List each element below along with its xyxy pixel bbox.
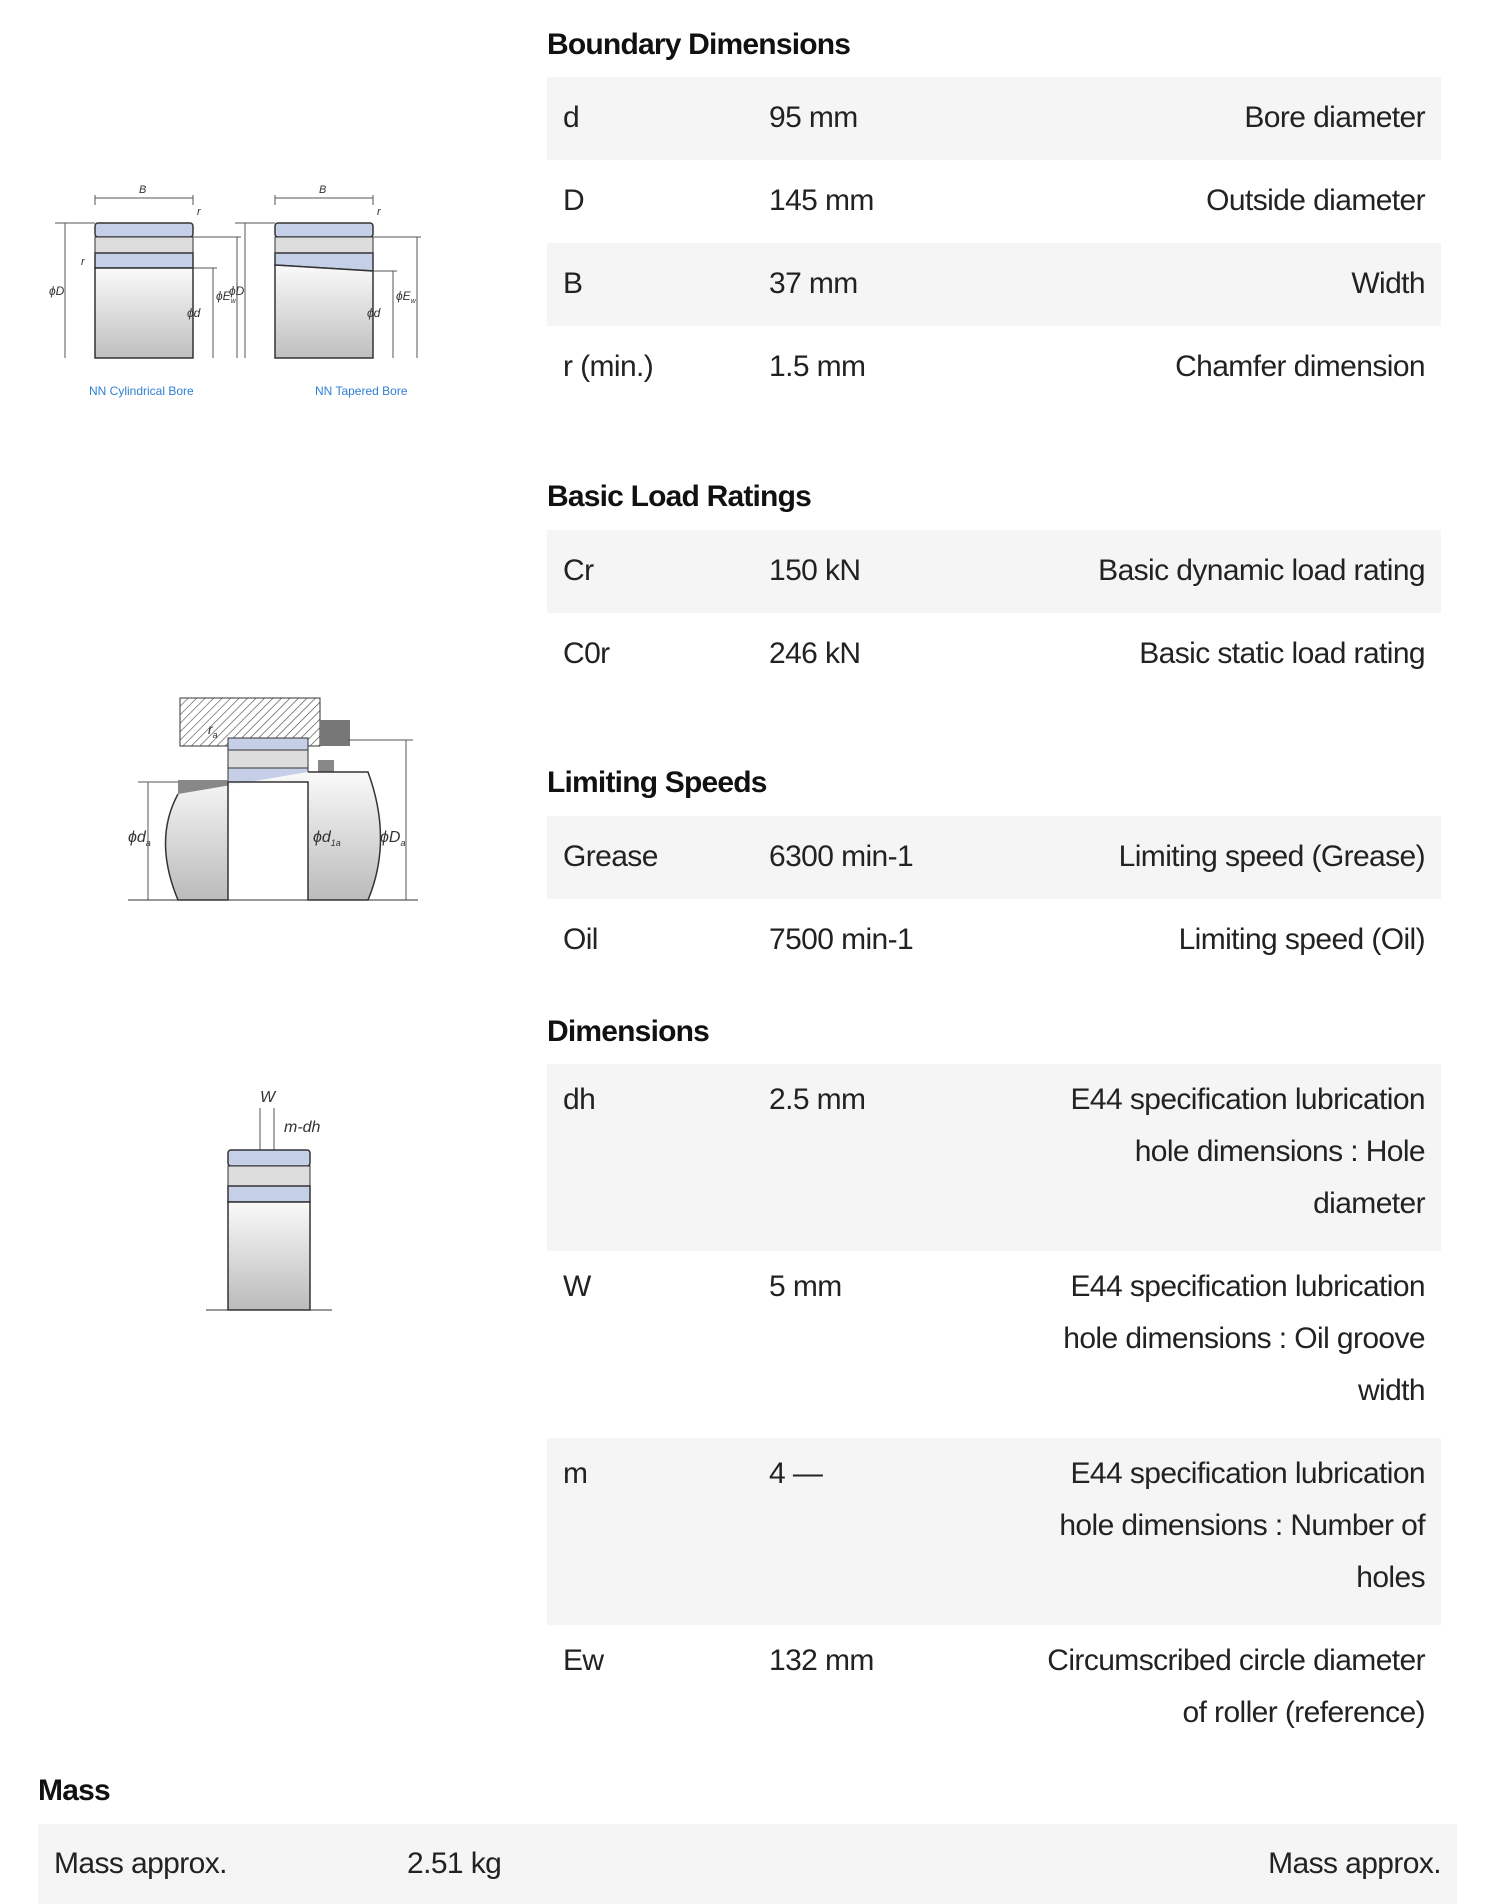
spec-row: [547, 899, 1441, 982]
svg-text:r: r: [377, 206, 381, 218]
spec-symbol: r (min.): [563, 350, 654, 383]
mounting-dimension-diagram: [128, 690, 428, 905]
spec-symbol: B: [563, 267, 583, 300]
mass-row: [38, 1824, 1457, 1904]
bearing-dimension-diagrams: [49, 175, 485, 410]
spec-value: 150 kN: [769, 554, 861, 587]
mass-label: Mass approx.: [54, 1847, 227, 1880]
spec-row: [547, 326, 1441, 409]
svg-text:B: B: [319, 184, 327, 196]
spec-symbol: Oil: [563, 923, 598, 956]
section-heading: Boundary Dimensions: [547, 28, 851, 61]
svg-text:r: r: [197, 206, 201, 218]
svg-text:W: W: [260, 1089, 276, 1106]
spec-value: 6300 min-1: [769, 840, 914, 873]
cylindrical-bore-drawing: [49, 184, 241, 358]
mass-value: 2.51 kg: [407, 1847, 502, 1880]
spec-value: 1.5 mm: [769, 350, 866, 383]
spec-symbol: C0r: [563, 637, 610, 670]
section-heading: Dimensions: [547, 1015, 710, 1048]
spec-table: [547, 1064, 1441, 1756]
spec-value: 7500 min-1: [769, 923, 914, 956]
svg-text:ϕDa: $\phi D_a$: [380, 829, 406, 848]
spec-symbol: W: [563, 1270, 591, 1303]
spec-value: 5 mm: [769, 1270, 842, 1303]
spec-value: 37 mm: [769, 267, 858, 300]
spec-value: 2.5 mm: [769, 1083, 866, 1116]
spec-desc: Limiting speed (Oil): [1178, 923, 1425, 956]
spec-row: [547, 1064, 1441, 1251]
spec-value: 95 mm: [769, 101, 858, 134]
spec-symbol: dh: [563, 1083, 596, 1116]
spec-symbol: d: [563, 101, 580, 134]
section-heading: Basic Load Ratings: [547, 480, 811, 513]
svg-text:ϕD: ϕD: [229, 284, 245, 298]
svg-text:ϕd: ϕd: [187, 306, 201, 320]
spec-desc: Width: [1351, 267, 1425, 300]
spec-row: [547, 1625, 1441, 1756]
caption-tapered-bore: NN Tapered Bore: [315, 384, 408, 398]
spec-row: [547, 613, 1441, 696]
svg-text:ϕEw: $\phi E_w$: [216, 289, 236, 305]
oil-hole-diagram: [200, 1080, 340, 1315]
spec-desc: Bore diameter: [1244, 101, 1425, 134]
spec-row: [547, 1251, 1441, 1438]
spec-symbol: Cr: [563, 554, 594, 587]
spec-symbol: D: [563, 184, 585, 217]
svg-text:r: r: [81, 256, 85, 268]
svg-text:ra: $r_a$: [208, 721, 218, 740]
spec-symbol: Ew: [563, 1644, 604, 1677]
spec-table: [547, 530, 1441, 696]
spec-row: [547, 77, 1441, 160]
svg-text:ϕda: $\phi d_a$: [128, 829, 151, 848]
svg-text:m-dh: m-dh: [284, 1119, 321, 1136]
spec-desc: E44 specification lubrication hole dimensions : Number of holes: [1059, 1457, 1425, 1594]
spec-table: [547, 77, 1441, 409]
spec-desc: E44 specification lubrication hole dimensions : Hole diameter: [1070, 1083, 1425, 1220]
mass-description: Mass approx.: [1268, 1847, 1441, 1880]
spec-row: [547, 530, 1441, 613]
caption-cylindrical-bore: NN Cylindrical Bore: [89, 384, 194, 398]
spec-desc: E44 specification lubrication hole dimensions : Oil groove width: [1063, 1270, 1425, 1407]
spec-desc: Limiting speed (Grease): [1118, 840, 1425, 873]
spec-value: 132 mm: [769, 1644, 874, 1677]
spec-desc: Circumscribed circle diameter of roller (reference): [1047, 1644, 1425, 1729]
spec-row: [547, 816, 1441, 899]
spec-value: 145 mm: [769, 184, 874, 217]
svg-text:ϕd: ϕd: [367, 306, 381, 320]
spec-desc: Basic static load rating: [1139, 637, 1425, 670]
section-heading: Limiting Speeds: [547, 766, 767, 799]
svg-text:ϕd1a: $\phi d_{1a}$: [313, 829, 341, 848]
spec-desc: Outside diameter: [1206, 184, 1425, 217]
spec-desc: Chamfer dimension: [1175, 350, 1425, 383]
spec-row: [547, 160, 1441, 243]
spec-value: 4 —: [769, 1457, 823, 1490]
svg-text:ϕD: ϕD: [49, 284, 65, 298]
spec-value: 246 kN: [769, 637, 861, 670]
svg-text:ϕEw: $\phi E_w$: [396, 289, 416, 305]
spec-table: [547, 816, 1441, 982]
spec-symbol: m: [563, 1457, 588, 1490]
svg-text:B: B: [139, 184, 147, 196]
spec-row: [547, 1438, 1441, 1625]
spec-desc: Basic dynamic load rating: [1098, 554, 1425, 587]
spec-row: [547, 243, 1441, 326]
tapered-bore-drawing: [229, 184, 421, 358]
mass-heading: Mass: [38, 1774, 110, 1807]
spec-symbol: Grease: [563, 840, 658, 873]
